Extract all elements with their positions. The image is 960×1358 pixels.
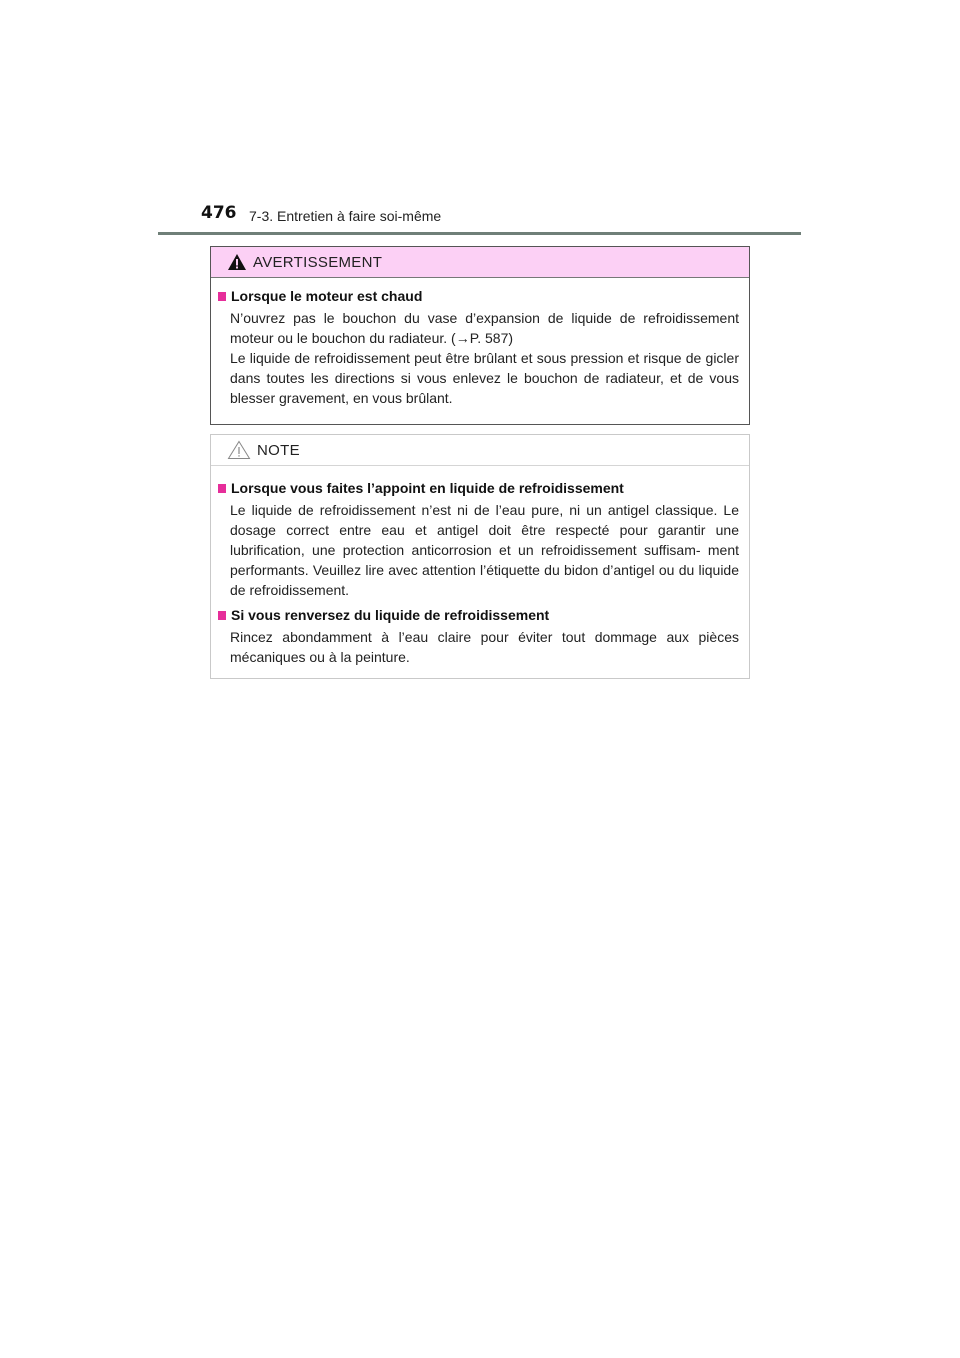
note-paragraph: Le liquide de refroidissement n’est ni de l’eau pure, ni un antigel classique. Le dosage correct entre eau et antigel doit être respecté pour garantir une lubrification, une protection anticorrosion et un refroidissement suffisam- ment performants. Veuillez lire avec attention l’étiquette du bidon d’antigel ou du liquide de refroidissement. [230,502,739,598]
section-title: 7-3. Entretien à faire soi-même [249,208,442,224]
note-item-heading-text: Lorsque vous faites l’appoint en liquide de refroidissement [231,480,624,496]
note-header [211,435,749,466]
warning-paragraph: Le liquide de refroidissement peut être brûlant et sous pression et risque de gicler dans toutes les directions si vous enlevez le bouchon de radiateur, et de vous blesser gravement, en vous brûlant. [230,350,739,406]
note-item-text [230,500,739,600]
note-paragraph: Rincez abondamment à l’eau claire pour éviter tout dommage aux pièces mécaniques ou à la peinture. [230,629,739,665]
square-bullet-icon [218,292,226,301]
warning-item-heading [218,288,739,304]
page-number: 476 [201,203,237,223]
square-bullet-icon [218,484,226,493]
header-rule [158,232,801,235]
warning-item-heading-text: Lorsque le moteur est chaud [231,288,423,304]
warning-triangle-outline-icon [227,440,257,460]
note-item-heading [218,480,739,496]
note-box [210,434,750,679]
note-title: NOTE [257,441,300,459]
warning-box [210,246,750,425]
square-bullet-icon [218,611,226,620]
note-item-heading [218,607,739,623]
note-body [211,466,749,667]
warning-header [211,247,749,278]
note-item-heading-text: Si vous renversez du liquide de refroidissement [231,607,550,623]
warning-body [211,278,749,408]
warning-title: AVERTISSEMENT [253,253,383,271]
note-item-text [230,627,739,667]
warning-triangle-filled-icon [227,253,253,271]
warning-item-text [230,308,739,408]
warning-paragraph: N’ouvrez pas le bouchon du vase d’expansion de liquide de refroidissement moteur ou le bouchon du radiateur. (→P. 587) [230,310,739,346]
